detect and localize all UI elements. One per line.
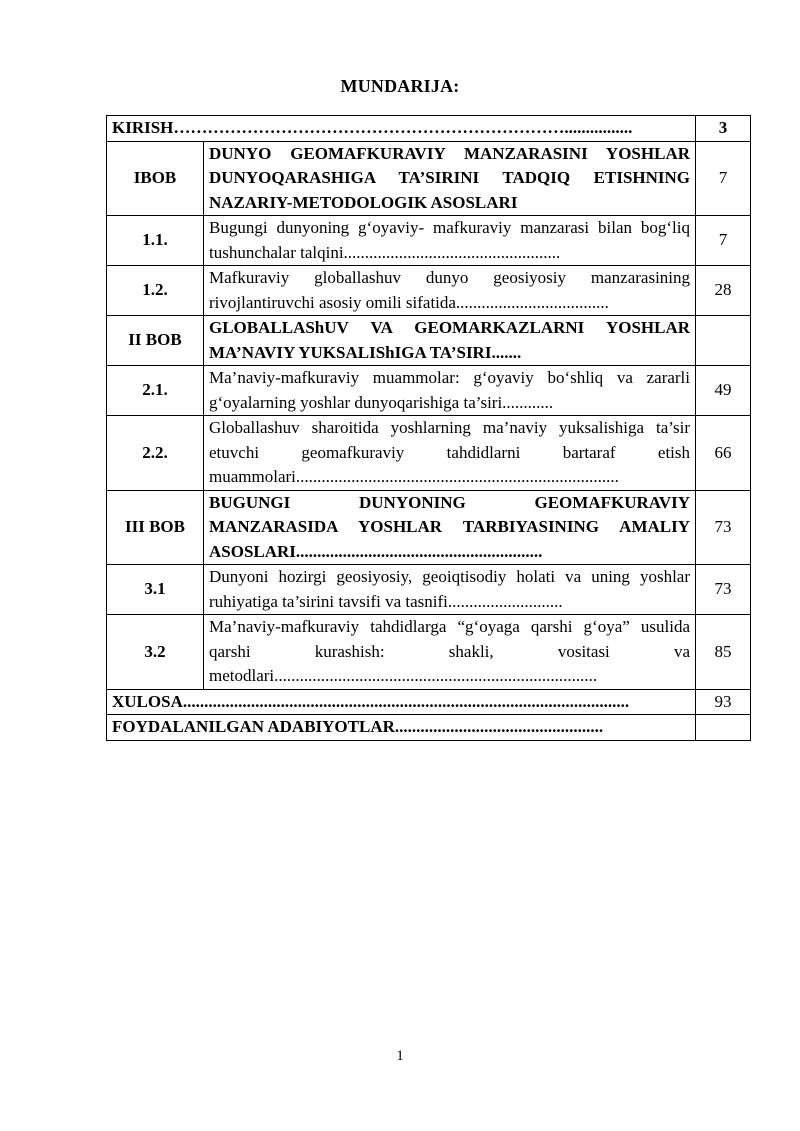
toc-entry-label: XULOSA......................................................................................................... [107,689,696,715]
toc-section-title: Bugungi dunyoning g‘oyaviy- mafkuraviy manzarasi bilan bog‘liq tushunchalar talqini................................................... [204,216,696,266]
toc-section-title: Mafkuraviy globallashuv dunyo geosiyosiy manzarasining rivojlantiruvchi asosiy omili sifatida.................................... [204,266,696,316]
toc-row [107,565,751,615]
toc-section-title: Globallashuv sharoitida yoshlarning ma’naviy yuksalishiga ta’sir etuvchi geomafkuraviy tahdidlarni bartaraf etish muammolari............................................................................ [204,416,696,491]
toc-page-number: 7 [696,216,751,266]
toc-page-number [696,715,751,741]
toc-section-title: Dunyoni hozirgi geosiyosiy, geoiqtisodiy holati va uning yoshlar ruhiyatiga ta’sirini tavsifi va tasnifi........................... [204,565,696,615]
toc-entry-label: KIRISH……………………………………………………………................ [107,116,696,142]
toc-section-title: Ma’naviy-mafkuraviy muammolar: g‘oyaviy bo‘shliq va zararli g‘oyalarning yoshlar dunyoqarishiga ta’siri............ [204,366,696,416]
toc-row-adabiyot [107,715,751,741]
toc-section-number: 2.2. [107,416,204,491]
toc-page-number: 3 [696,116,751,142]
toc-page-number: 7 [696,141,751,216]
toc-section-number: II BOB [107,316,204,366]
toc-row [107,615,751,690]
toc-section-title: Ma’naviy-mafkuraviy tahdidlarga “g‘oyaga qarshi g‘oya” usulida qarshi kurashish: shakli, vositasi va metodlari............................................................................ [204,615,696,690]
toc-row [107,416,751,491]
toc-section-title: DUNYO GEOMAFKURAVIY MANZARASINI YOSHLAR DUNYOQARASHIGA TA’SIRINI TADQIQ ETISHNING NAZARIY-METODOLOGIK ASOSLARI [204,141,696,216]
toc-row [107,216,751,266]
toc-page-number: 85 [696,615,751,690]
toc-page-number: 73 [696,490,751,565]
toc-page-number: 28 [696,266,751,316]
toc-row [107,366,751,416]
toc-entry-label: FOYDALANILGAN ADABIYOTLAR................................................. [107,715,696,741]
table-of-contents [106,115,751,741]
toc-section-number: 3.2 [107,615,204,690]
toc-section-title: BUGUNGI DUNYONING GEOMAFKURAVIY MANZARASIDA YOSHLAR TARBIYASINING AMALIY ASOSLARI.......................................................... [204,490,696,565]
toc-section-number: 3.1 [107,565,204,615]
toc-page-number: 49 [696,366,751,416]
toc-row [107,316,751,366]
toc-section-number: 1.2. [107,266,204,316]
toc-page-number: 73 [696,565,751,615]
toc-row-kirish [107,116,751,142]
toc-page-number: 93 [696,689,751,715]
toc-heading: MUNDARIJA: [340,76,460,96]
toc-row [107,266,751,316]
toc-section-number: IBOB [107,141,204,216]
toc-page-number: 66 [696,416,751,491]
toc-section-title: GLOBALLAShUV VA GEOMARKAZLARNI YOSHLAR MA’NAVIY YUKSALIShIGA TA’SIRI....... [204,316,696,366]
page-number: 1 [396,1048,404,1064]
toc-section-number: 1.1. [107,216,204,266]
toc-row [107,141,751,216]
toc-page-number [696,316,751,366]
toc-row [107,490,751,565]
toc-section-number: III BOB [107,490,204,565]
toc-row-xulosa [107,689,751,715]
toc-section-number: 2.1. [107,366,204,416]
